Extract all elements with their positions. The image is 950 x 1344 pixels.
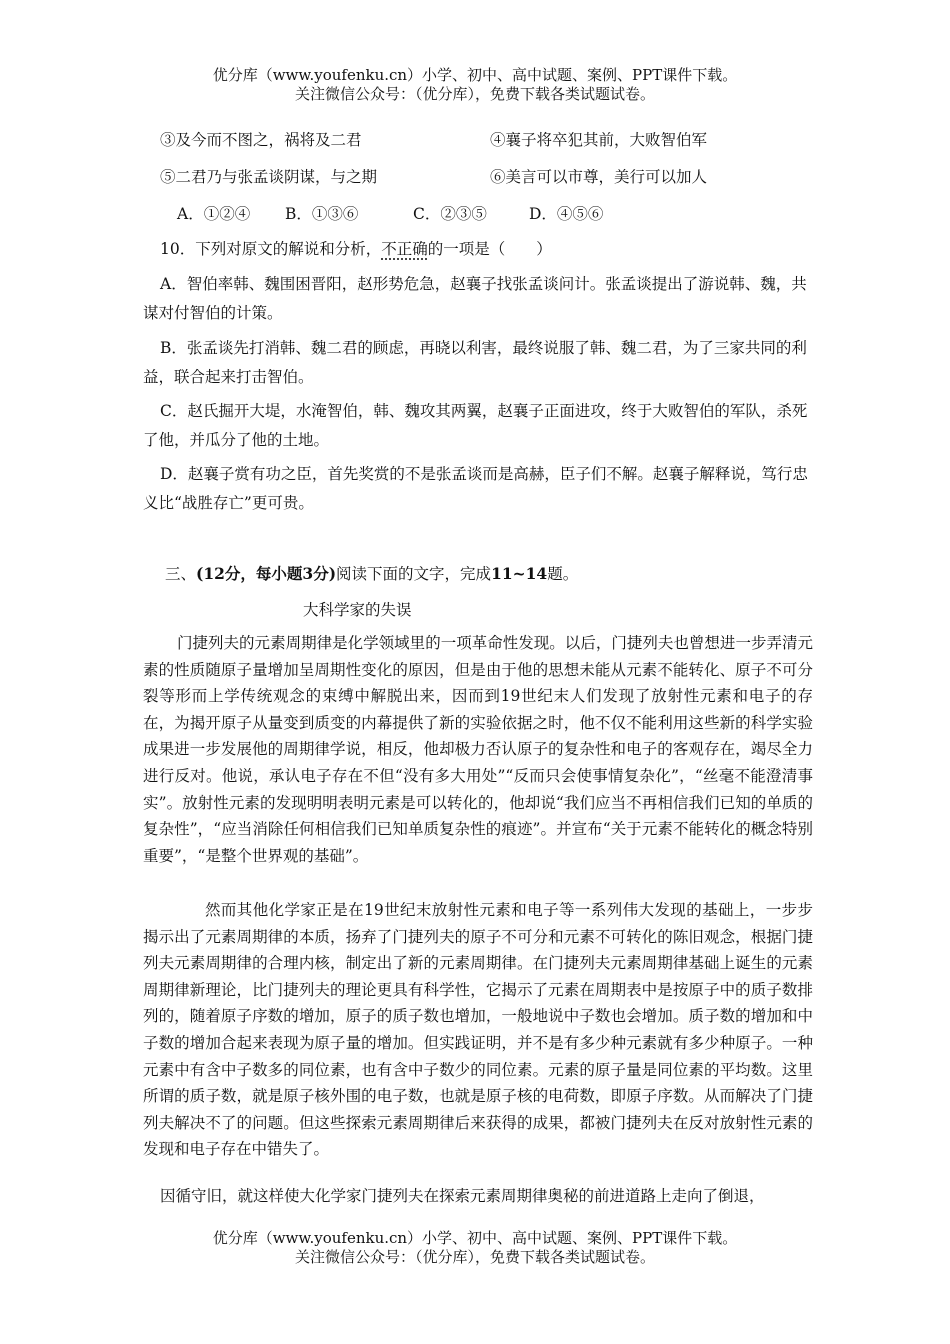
- page-header: [0, 66, 950, 104]
- q9-option-d: D．④⑤⑥: [529, 205, 604, 223]
- q9-item-5: ⑤二君乃与张孟谈阴谋，与之期: [160, 168, 378, 186]
- article-title: 大科学家的失误: [303, 601, 412, 619]
- q9-option-c: C．②③⑤: [413, 205, 487, 223]
- q9-options: [177, 202, 603, 224]
- q9-item-4: ④襄子将卒犯其前，大败智伯军: [490, 131, 708, 149]
- q10-stem: [160, 237, 552, 259]
- section-3-suffix: 题。: [547, 565, 579, 583]
- q9-option-a: A．①②④: [177, 205, 251, 223]
- article-paragraph-3: 因循守旧，就这样使大化学家门捷列夫在探索元素周期律奥秘的前进道路上走向了倒退，: [160, 1187, 765, 1205]
- q10-option-d: D．赵襄子赏有功之臣，首先奖赏的不是张孟谈而是高赫，臣子们不解。赵襄子解释说，笃行忠义比“战胜存亡”更可贵。: [143, 465, 808, 512]
- q10-stem-emphasis: 不正确: [381, 240, 428, 258]
- q9-item-6: ⑥美言可以市尊，美行可以加人: [490, 168, 708, 186]
- q10-option-c: C．赵氏掘开大堤，水淹智伯，韩、魏攻其两翼，赵襄子正面进攻，终于大败智伯的军队，杀死了他，并瓜分了他的土地。: [143, 402, 808, 449]
- header-line-2: 关注微信公众号：（优分库），免费下载各类试题试卷。: [294, 85, 655, 103]
- header-line-1: 优分库（www.youfenku.cn）小学、初中、高中试题、案例、PPT课件下载。: [212, 66, 738, 84]
- q10-option-b: B．张孟谈先打消韩、魏二君的顾虑，再晓以利害，最终说服了韩、魏二君，为了三家共同的利益，联合起来打击智伯。: [143, 339, 807, 386]
- article-paragraph-2: 然而其他化学家正是在19世纪末放射性元素和电子等一系列伟大发现的基础上，一步步揭示出了元素周期律的本质，扬弃了门捷列夫的原子不可分和元素不可转化的陈旧观念，根据门捷列夫元素周期律的合理内核，制定出了新的元素周期律。在门捷列夫元素周期律基础上诞生的元素周期律新理论，比门捷列夫的理论更具有科学性，它揭示了元素在周期表中是按原子中的质子数排列的，随着原子序数的增加，原子的质子数也增加，一般地说中子数也会增加。质子数的增加和中子数的增加合起来表现为原子量的增加。但实践证明，并不是有多少种元素就有多少种原子。一种元素中有含中子数多的同位素，也有含中子数少的同位素。元素的原子量是同位素的平均数。这里所谓的质子数，就是原子核外围的电子数，也就是原子核的电荷数，即原子序数。从而解决了门捷列夫解决不了的问题。但这些探索元素周期律后来获得的成果，都被门捷列夫在反对放射性元素的发现和电子存在中错失了。: [143, 901, 813, 1159]
- q9-option-b: B．①③⑥: [285, 205, 359, 223]
- q10-option-a: A．智伯率韩、魏围困晋阳，赵形势危急，赵襄子找张孟谈问计。张孟谈提出了游说韩、魏，共谋对付智伯的计策。: [143, 275, 807, 322]
- section-3-heading: [165, 562, 578, 584]
- page-footer: [0, 1229, 950, 1267]
- article-paragraph-1: 门捷列夫的元素周期律是化学领域里的一项革命性发现。以后，门捷列夫也曾想进一步弄清元素的性质随原子量增加呈周期性变化的原因，但是由于他的思想未能从元素不能转化、原子不可分裂等形而上学传统观念的束缚中解脱出来，因而到19世纪末人们发现了放射性元素和电子的存在，为揭开原子从量变到质变的内幕提供了新的实验依据之时，他不仅不能利用这些新的科学实验成果进一步发展他的周期律学说，相反，他却极力否认原子的复杂性和电子的客观存在，竭尽全力进行反对。他说，承认电子存在不但“没有多大用处”“反而只会使事情复杂化”，“丝毫不能澄清事实”。放射性元素的发现明明表明元素是可以转化的，他却说“我们应当不再相信我们已知的单质的复杂性”，“应当消除任何相信我们已知单质复杂性的痕迹”。并宣布“关于元素不能转化的概念特别重要”，“是整个世界观的基础”。: [143, 634, 813, 865]
- q10-stem-tail: 的一项是（ ）: [427, 240, 552, 258]
- section-3-score: (12分，每小题3分): [196, 564, 337, 583]
- q9-item-3: ③及今而不图之，祸将及二君: [160, 131, 362, 149]
- q10-stem-text: 10．下列对原文的解说和分析，: [160, 240, 382, 258]
- section-3-prefix: 三、: [165, 565, 197, 583]
- footer-line-1: 优分库（www.youfenku.cn）小学、初中、高中试题、案例、PPT课件下载。: [212, 1229, 738, 1247]
- section-3-range: 11~14: [491, 564, 548, 583]
- section-3-instruction: 阅读下面的文字，完成: [336, 565, 492, 583]
- footer-line-2: 关注微信公众号：（优分库），免费下载各类试题试卷。: [294, 1248, 655, 1266]
